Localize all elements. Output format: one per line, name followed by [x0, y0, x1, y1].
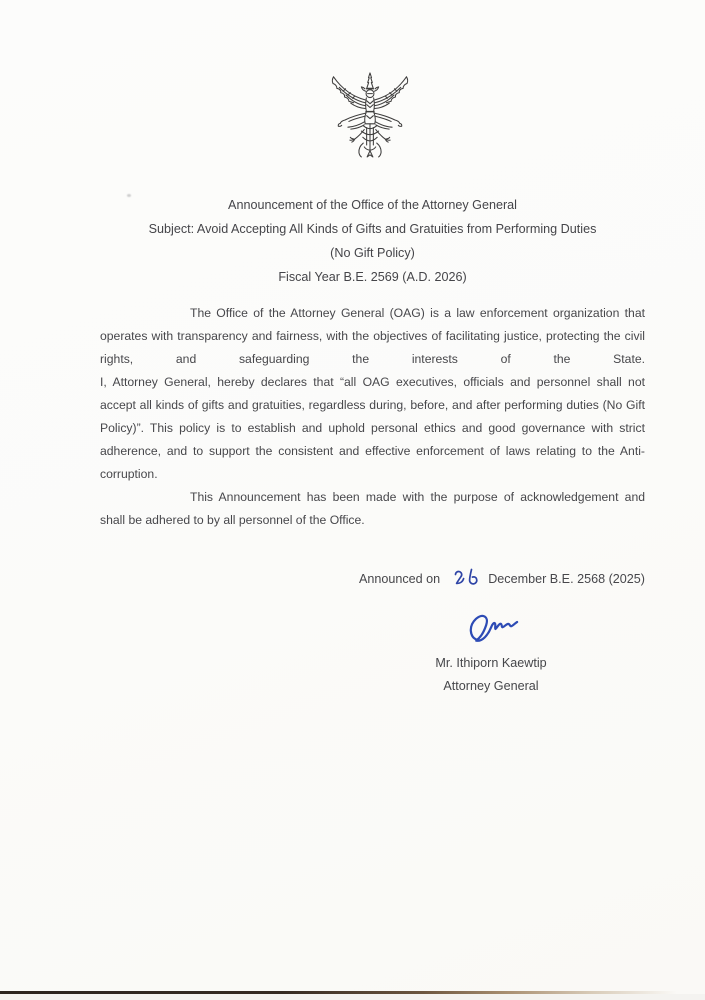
- announced-on-suffix: December B.E. 2568 (2025): [488, 572, 645, 586]
- body-paragraph: This Announcement has been made with the purpose of acknowledgement and shall be adhered to by all personnel of the Office.: [100, 490, 645, 527]
- title-line: Announcement of the Office of the Attorney General: [228, 198, 517, 212]
- garuda-emblem-drawing: [322, 70, 418, 170]
- handwritten-day-thai-numerals: [451, 567, 479, 587]
- announced-on-line: [100, 567, 645, 590]
- signer-name: Mr. Ithiporn Kaewtip: [435, 656, 547, 670]
- body-paragraph: I, Attorney General, hereby declares that “all OAG executives, officials and personnel shall not accept all kinds of gifts and gratuities, regardless during, before, and after performing duties (No Gift Policy)”. This policy is to establish and uphold personal ethics and good governance with strict adherence, and to support the consistent and effective enforcement of laws relating to the Anti-corruption.: [100, 375, 645, 481]
- signature-block: [406, 608, 576, 698]
- signer-title: Attorney General: [443, 679, 539, 693]
- document-title-block: [100, 193, 645, 289]
- signature-flourish: [462, 608, 520, 648]
- announced-on-prefix: Announced on: [358, 572, 441, 586]
- body-paragraph: The Office of the Attorney General (OAG) is a law enforcement organization that operates with transparency and fairness, with the objectives of facilitating justice, protecting the civil rights, and safeguarding the interests of the State.: [100, 306, 645, 366]
- garuda-emblem: [322, 70, 418, 170]
- scan-edge-margin: [0, 994, 705, 1000]
- title-line: Fiscal Year B.E. 2569 (A.D. 2026): [278, 270, 467, 284]
- document-body: [100, 302, 645, 532]
- title-line: Subject: Avoid Accepting All Kinds of Gifts and Gratuities from Performing Duties: [148, 222, 597, 236]
- title-line: (No Gift Policy): [330, 246, 415, 260]
